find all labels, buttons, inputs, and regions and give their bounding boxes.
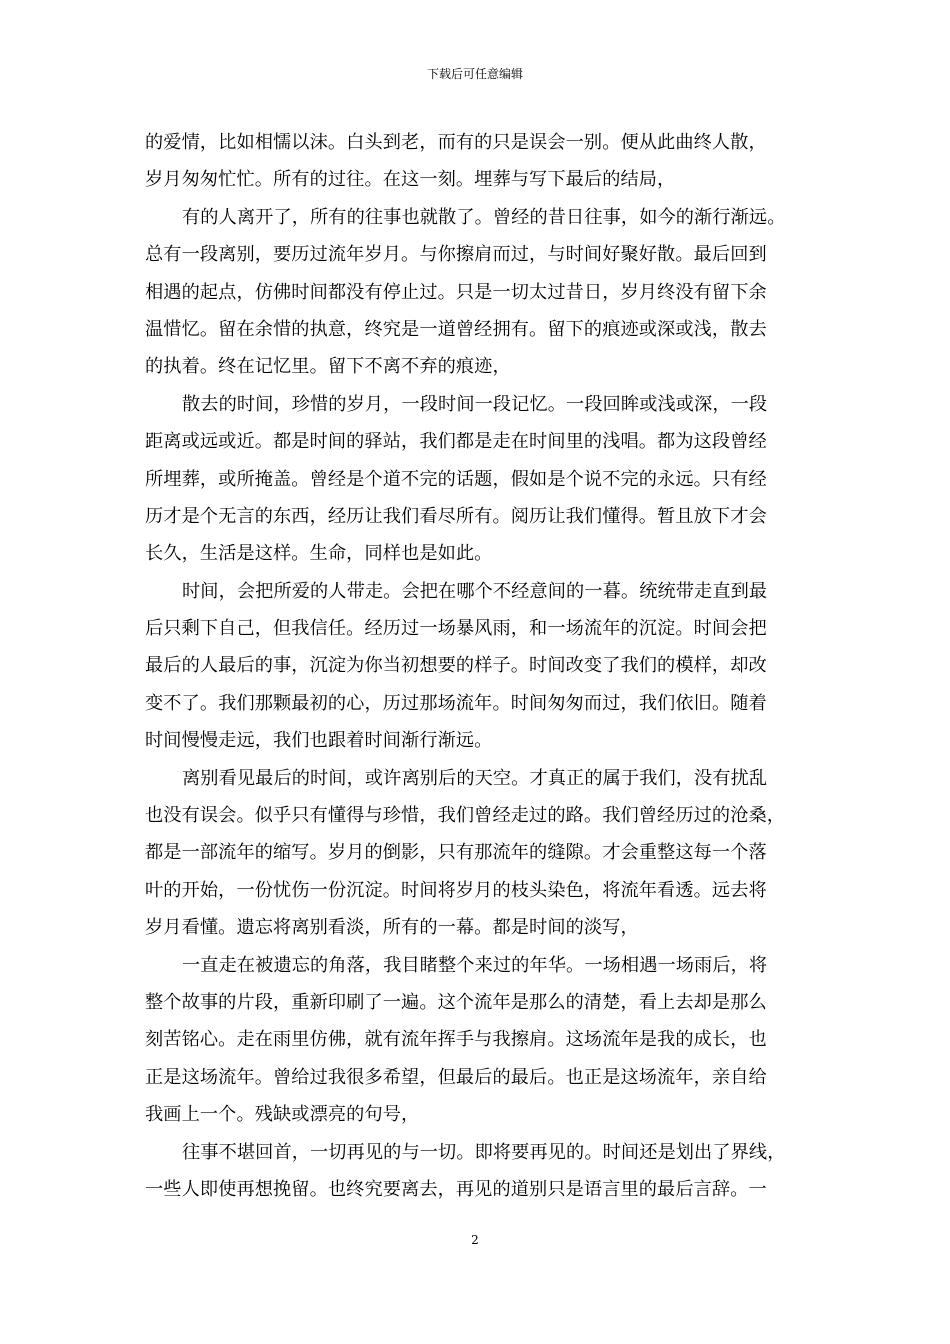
- text-line: 岁月看懂。遗忘将离别看淡，所有的一幕。都是时间的淡写，: [145, 917, 639, 939]
- text-line: 我画上一个。残缺或漂亮的句号，: [145, 1104, 420, 1126]
- text-line: 也没有误会。似乎只有懂得与珍惜，我们曾经走过的路。我们曾经历过的沧桑，: [145, 805, 786, 827]
- text-line: 叶的开始，一份忧伤一份沉淀。时间将岁月的枝头染色，将流年看透。远去将: [145, 879, 767, 901]
- document-body: [145, 124, 810, 1208]
- text-line: 刻苦铭心。走在雨里仿佛，就有流年挥手与我擦肩。这场流年是我的成长，也: [145, 1029, 767, 1051]
- text-line: 相遇的起点，仿佛时间都没有停止过。只是一切太过昔日，岁月终没有留下余: [145, 281, 767, 303]
- paragraph-first-line: 散去的时间，珍惜的岁月，一段时间一段记忆。一段回眸或浅或深，一段: [182, 393, 768, 415]
- text-line: 的爱情，比如相懦以沫。白头到老，而有的只是误会一别。便从此曲终人散，: [145, 132, 767, 153]
- text-line: 变不了。我们那颗最初的心，历过那场流年。时间匆匆而过，我们依旧。随着: [145, 692, 767, 714]
- page-number: 2: [471, 1233, 479, 1247]
- text-line: 历才是个无言的东西，经历让我们看尽所有。阅历让我们懂得。暂且放下才会: [145, 505, 767, 527]
- text-line: 一些人即使再想挽留。也终究要离去，再见的道别只是语言里的最后言辞。一: [145, 1178, 767, 1200]
- paragraph-first-line: 往事不堪回首，一切再见的与一切。即将要再见的。时间还是划出了界线，: [182, 1141, 786, 1163]
- paragraph-first-line: 有的人离开了，所有的往事也就散了。曾经的昔日往事，如今的渐行渐远。: [182, 206, 786, 228]
- text-line: 距离或远或近。都是时间的驿站，我们都是走在时间里的浅唱。都为这段曾经: [145, 431, 767, 453]
- page-header: 下载后可任意编辑: [426, 67, 523, 81]
- text-line: 正是这场流年。曾给过我很多希望，但最后的最后。也正是这场流年，亲自给: [145, 1066, 767, 1088]
- text-line: 都是一部流年的缩写。岁月的倒影，只有那流年的缝隙。才会重整这每一个落: [145, 842, 767, 864]
- paragraph-first-line: 时间，会把所爱的人带走。会把在哪个不经意间的一暮。统统带走直到最: [182, 580, 768, 602]
- text-line: 总有一段离别，要历过流年岁月。与你擦肩而过，与时间好聚好散。最后回到: [145, 244, 767, 266]
- text-line: 时间慢慢走远，我们也跟着时间渐行渐远。: [145, 730, 493, 752]
- text-line: 岁月匆匆忙忙。所有的过往。在这一刻。埋葬与写下最后的结局，: [145, 169, 676, 191]
- text-line: 整个故事的片段，重新印刷了一遍。这个流年是那么的清楚，看上去却是那么: [145, 991, 767, 1013]
- text-line: 最后的人最后的事，沉淀为你当初想要的样子。时间改变了我们的模样，却改: [145, 655, 767, 677]
- text-line: 长久，生活是这样。生命，同样也是如此。: [145, 543, 493, 565]
- text-line: 的执着。终在记忆里。留下不离不弃的痕迹，: [145, 356, 511, 378]
- text-line: 所埋葬，或所掩盖。曾经是个道不完的话题，假如是个说不完的永远。只有经: [145, 468, 767, 490]
- paragraph-first-line: 离别看见最后的时间，或许离别后的天空。才真正的属于我们，没有扰乱: [182, 767, 768, 789]
- text-line: 后只剩下自己，但我信任。经历过一场暴风雨，和一场流年的沉淀。时间会把: [145, 618, 767, 640]
- paragraph-first-line: 一直走在被遗忘的角落，我目睹整个来过的年华。一场相遇一场雨后，将: [182, 954, 768, 976]
- text-line: 温惜忆。留在余惜的执意，终究是一道曾经拥有。留下的痕迹或深或浅，散去: [145, 318, 767, 340]
